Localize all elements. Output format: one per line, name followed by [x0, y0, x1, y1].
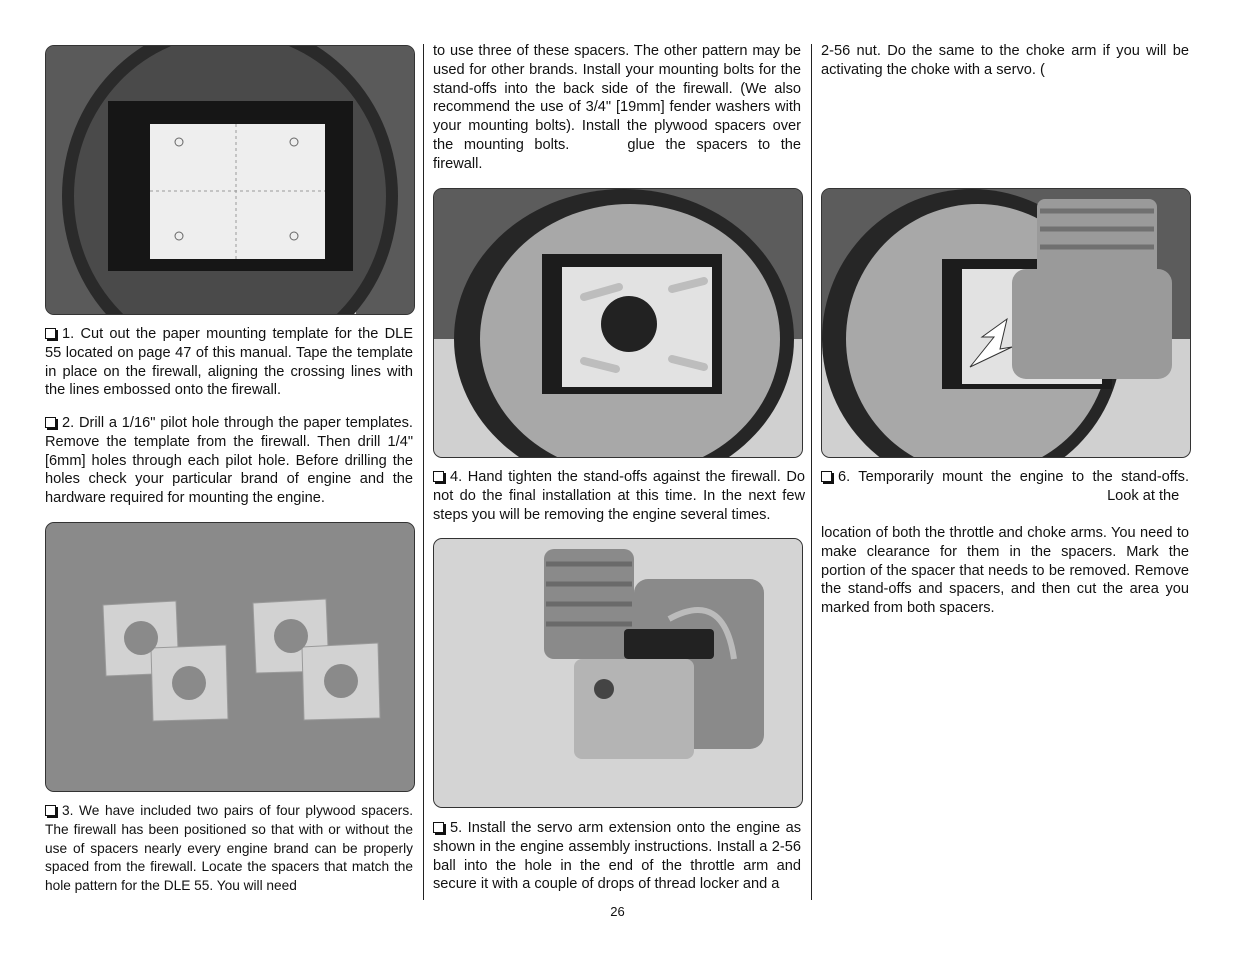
step-3-continued-text: to use three of these spacers. The other pattern may be used for other brands. Install your mounting bolts for the stand-offs into the back side of the firewall. (We also recommend the use of 3/4" [19mm] fender washers with your mounting bolts). Install the plywood spacers over the mounting bolts. glue the spacers to the firewall. [433, 43, 801, 172]
step-2-text: 2. Drill a 1/16" pilot hole through the paper templates. Remove the template from the firewall. Then drill 1/4" [6mm] holes through each pilot hole. Before drilling the holes check your particular brand of engine and the hardware required for mounting the engine. [45, 415, 413, 507]
step-4-text: 4. Hand tighten the stand-offs against the firewall. Do not do the final installation at this time. In the next few steps you will be removing the engine several times. [433, 469, 805, 523]
checkbox-icon[interactable] [45, 417, 56, 428]
photo-engine-servo-arm [433, 538, 803, 808]
column-divider-right [811, 44, 812, 900]
checkbox-icon[interactable] [433, 822, 444, 833]
step-3-text: 3. We have included two pairs of four plywood spacers. The firewall has been positioned so that with or without the use of spacers nearly every engine brand can be properly spaced from the firewall. Locate the spacers that match the hole pattern for the DLE 55. You will need [45, 803, 413, 894]
page-number: 26 [610, 904, 625, 919]
step-6-text: 6. Temporarily mount the engine to the stand-offs. Look at the [821, 468, 1189, 506]
column-divider-left [423, 44, 424, 900]
photo-engine-mounted-on-standoffs [821, 188, 1191, 458]
checkbox-icon[interactable] [821, 471, 832, 482]
photo-standoffs-on-firewall [433, 188, 803, 458]
photo-paper-template-on-firewall [45, 45, 415, 315]
step-1-text: 1. Cut out the paper mounting template for the DLE 55 located on page 47 of this manual. Tape the template in place on the firewall, aligning the crossing lines with the lines embossed onto the firewall. [45, 326, 413, 399]
checkbox-icon[interactable] [45, 805, 56, 816]
step-5-text: 5. Install the servo arm extension onto the engine as shown in the engine assembly instructions. Install a 2-56 ball into the hole in the end of the throttle arm and secure it with a couple of drops of thread locker and a [433, 820, 801, 893]
step-6-continued-text: location of both the throttle and choke arms. You need to make clearance for them in the spacers. Mark the portion of the spacer that needs to be removed. Remove the stand-offs and spacers, and then cut the area you marked from both spacers. [821, 525, 1189, 617]
step-5-continued-text: 2-56 nut. Do the same to the choke arm if you will be activating the choke with a servo. ( [821, 43, 1189, 78]
checkbox-icon[interactable] [433, 471, 444, 482]
photo-plywood-spacers [45, 522, 415, 792]
checkbox-icon[interactable] [45, 328, 56, 339]
